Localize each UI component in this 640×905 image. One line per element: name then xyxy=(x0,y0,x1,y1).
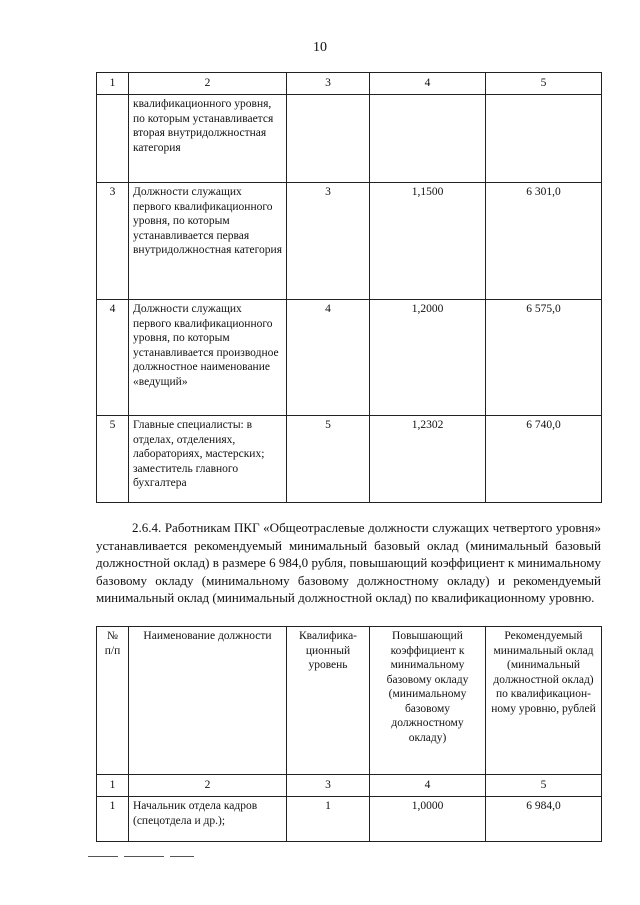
salary-table-4th-level xyxy=(96,626,602,842)
column-number: 1 xyxy=(97,73,129,95)
column-number: 4 xyxy=(370,775,486,797)
qualification-level xyxy=(287,95,370,183)
header-row-number: № п/п xyxy=(97,627,129,775)
column-numbering-row xyxy=(97,775,602,797)
position-name: квалификационного уровня, по которым устанавливается вторая внутридолжностная категория xyxy=(129,95,287,183)
raising-coefficient xyxy=(370,95,486,183)
clause-paragraph xyxy=(96,519,601,607)
raising-coefficient: 1,2302 xyxy=(370,416,486,503)
column-number: 5 xyxy=(486,73,602,95)
qualification-level: 4 xyxy=(287,300,370,416)
column-number: 5 xyxy=(486,775,602,797)
table-row xyxy=(97,797,602,842)
position-name: Должности служащих первого квалификационного уровня, по которым устанавливается первая внутридолжностная категория xyxy=(129,183,287,300)
column-number: 2 xyxy=(129,775,287,797)
scan-artifact-line xyxy=(88,852,196,858)
table-row xyxy=(97,95,602,183)
minimum-salary: 6 301,0 xyxy=(486,183,602,300)
minimum-salary: 6 984,0 xyxy=(486,797,602,842)
minimum-salary: 6 740,0 xyxy=(486,416,602,503)
header-position-name: Наименование должности xyxy=(129,627,287,775)
row-number xyxy=(97,95,129,183)
raising-coefficient: 1,2000 xyxy=(370,300,486,416)
minimum-salary xyxy=(486,95,602,183)
qualification-level: 1 xyxy=(287,797,370,842)
table-header-row xyxy=(97,627,602,775)
column-number: 1 xyxy=(97,775,129,797)
header-qualification-level: Квалифика-ционный уровень xyxy=(287,627,370,775)
column-number: 3 xyxy=(287,775,370,797)
position-name: Главные специалисты: в отделах, отделениях, лабораториях, мастерских; заместитель главного бухгалтера xyxy=(129,416,287,503)
row-number: 4 xyxy=(97,300,129,416)
column-number: 2 xyxy=(129,73,287,95)
row-number: 3 xyxy=(97,183,129,300)
position-name: Начальник отдела кадров (спецотдела и др.); xyxy=(129,797,287,842)
qualification-level: 3 xyxy=(287,183,370,300)
column-number: 3 xyxy=(287,73,370,95)
table-row xyxy=(97,300,602,416)
column-number: 4 xyxy=(370,73,486,95)
table-row xyxy=(97,183,602,300)
row-number: 1 xyxy=(97,797,129,842)
table-header-row xyxy=(97,73,602,95)
raising-coefficient: 1,0000 xyxy=(370,797,486,842)
header-minimum-salary: Рекомендуемый минимальный оклад (минимальный должностной оклад) по квалификацион-ному уровню, рублей xyxy=(486,627,602,775)
qualification-level: 5 xyxy=(287,416,370,503)
table-row xyxy=(97,416,602,503)
page-number: 10 xyxy=(313,40,327,55)
minimum-salary: 6 575,0 xyxy=(486,300,602,416)
position-name: Должности служащих первого квалификационного уровня, по которым устанавливается производное должностное наименование «ведущий» xyxy=(129,300,287,416)
header-raising-coefficient: Повышающий коэффициент к минимальному базовому окладу (минимальному базовому должностному окладу) xyxy=(370,627,486,775)
row-number: 5 xyxy=(97,416,129,503)
clause-2-6-4-text: 2.6.4. Работникам ПКГ «Общеотраслевые должности служащих четвертого уровня» устанавливается рекомендуемый минимальный базовый оклад (минимальный базовый должностной оклад) в размере 6 984,0 рубля, повышающий коэффициент к минимальному базовому окладу (минимальному базовому должностному окладу) и рекомендуемый минимальный оклад (минимальный должностной оклад) по квалификационному уровню. xyxy=(96,520,601,605)
salary-table-continued xyxy=(96,72,602,503)
raising-coefficient: 1,1500 xyxy=(370,183,486,300)
